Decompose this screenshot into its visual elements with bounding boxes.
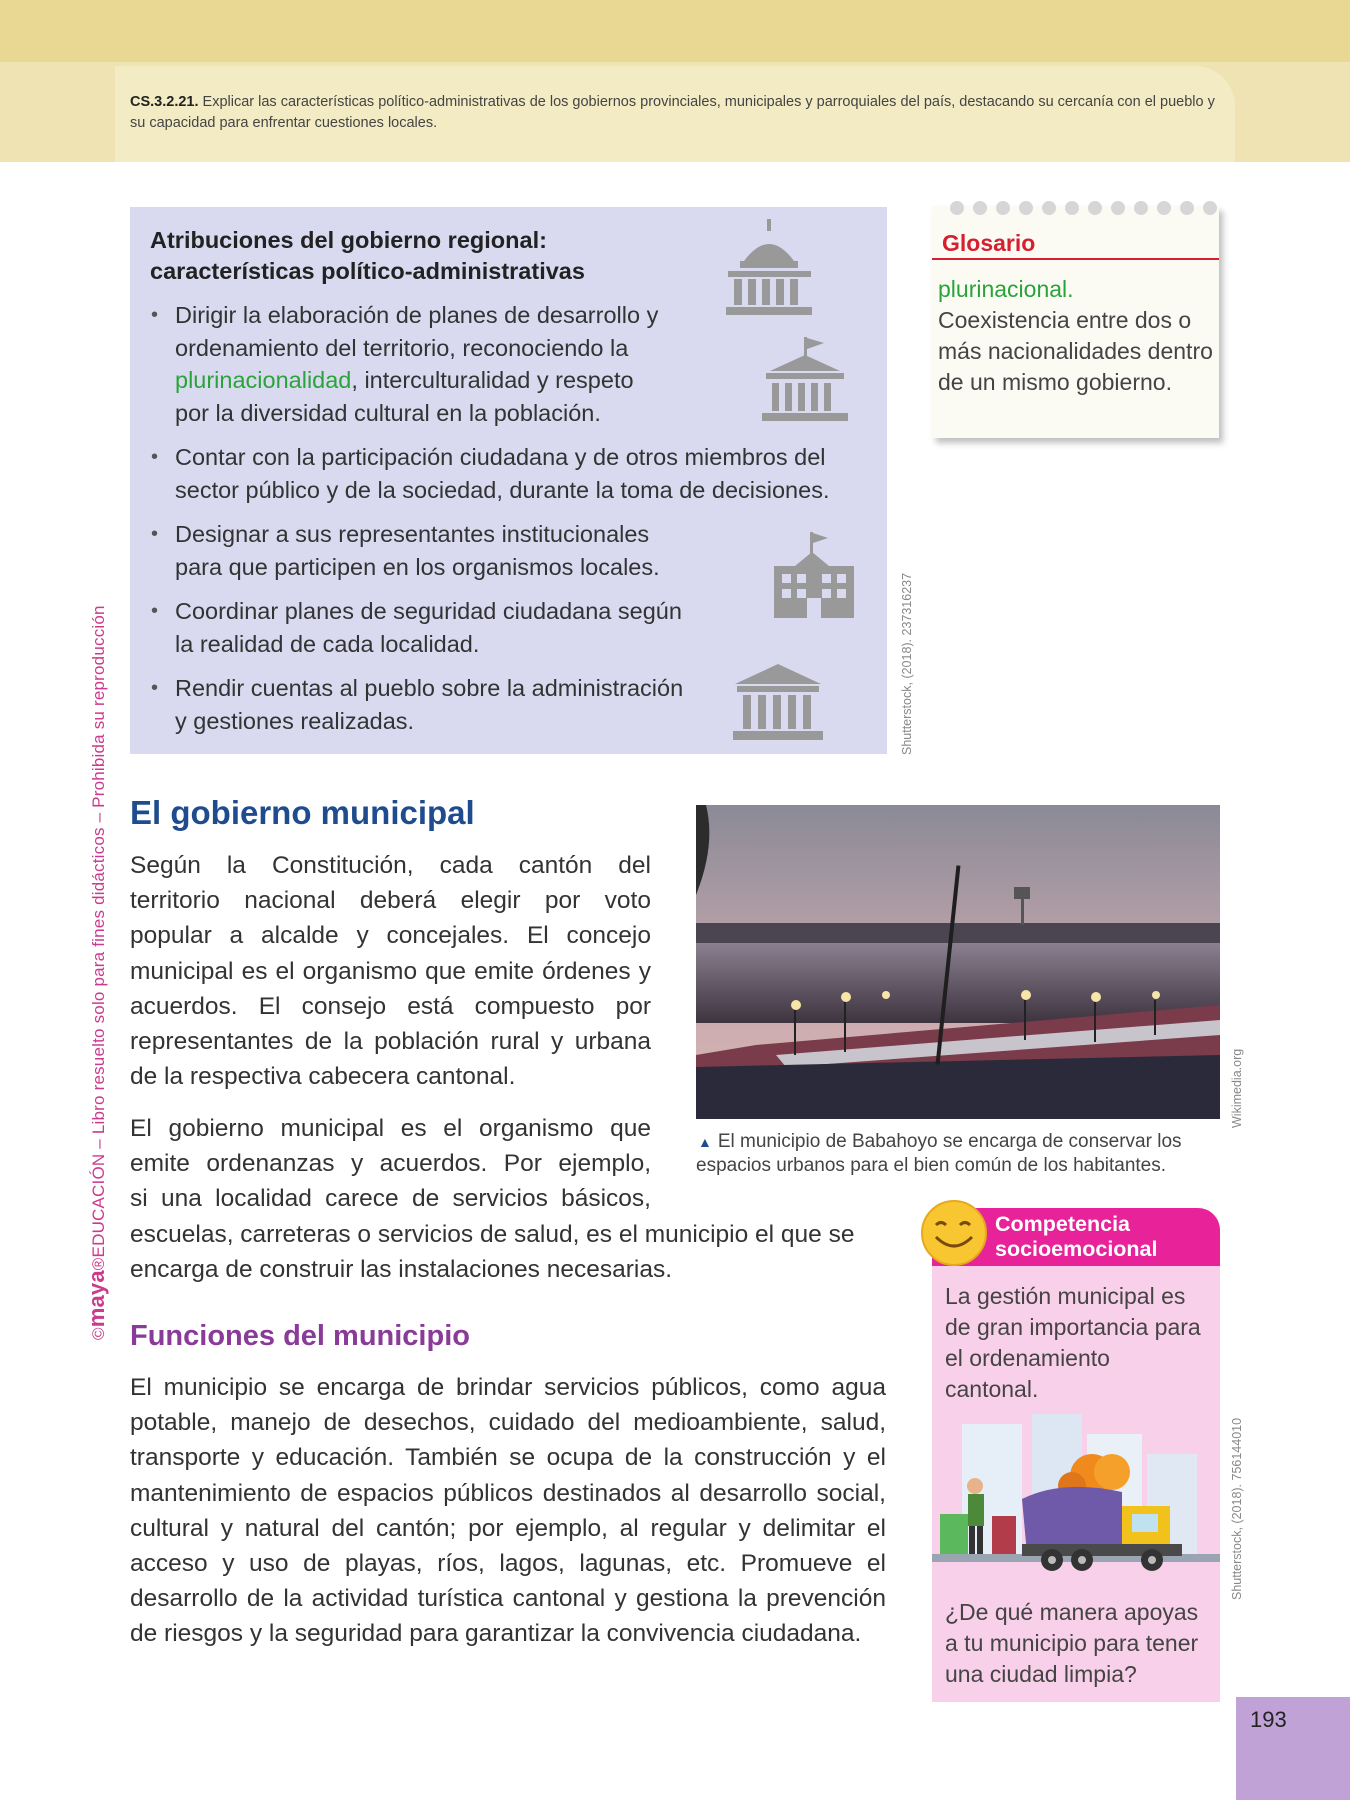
babahoyo-riverside-photo: [696, 805, 1220, 1119]
photo-credit: Wikimedia.org: [1230, 1048, 1244, 1128]
garbage-truck-illustration: [932, 1404, 1220, 1584]
glossary-title: Glosario: [942, 230, 1036, 256]
page-number: 193: [1250, 1707, 1287, 1732]
objective-code: CS.3.2.21.: [130, 94, 199, 110]
triangle-icon: ▲: [698, 1134, 712, 1150]
paragraph-line: si una localidad carece de servicios básicos,: [130, 1185, 651, 1213]
brand-logo: maya: [84, 1270, 109, 1328]
attributions-box: [130, 207, 887, 754]
competency-title-line: Competencia: [995, 1212, 1131, 1236]
side-copyright-credit: [84, 480, 110, 1340]
list-item-line: • Designar a sus representantes institucionales: [175, 521, 650, 547]
competency-title: [995, 1212, 1158, 1262]
list-item-line: sector público y de la sociedad, durante la toma de decisiones.: [175, 476, 830, 503]
city-hall-icon: [770, 532, 860, 624]
learning-objective: [115, 66, 1235, 162]
credit-text: EDUCACIÓN – Libro resuelto solo para fines didácticos – Prohibida su reproducción: [89, 605, 108, 1258]
list-item-line: para que participen en los organismos locales.: [175, 553, 660, 580]
paragraph-line: El gobierno municipal es el organismo que: [130, 1115, 651, 1142]
registered-symbol: ®: [89, 1257, 108, 1271]
functions-paragraph: El municipio se encarga de brindar servicios públicos, como agua potable, manejo de desechos, cuidado del medioambiente, salud, transporte y educación. También se ocupa de la construcción y el mantenimiento de espacios públicos destinados al desarrollo social, cultural y natural del cantón; por ejemplo, al regular y delimitar el acceso y uso de playas, ríos, lagos, lagunas, etc. Promueve el desarrollo de la actividad turística cantonal y gestiona la prevención de riesgos y la seguridad para garantizar la convivencia ciudadana.: [130, 1374, 886, 1648]
attributions-title: Atribuciones del gobierno regional: características político-administrativas: [150, 227, 585, 284]
glossary-term: plurinacional.: [938, 276, 1074, 302]
illustration-credit: Shutterstock, (2018). 756144010: [1230, 1417, 1244, 1600]
paragraph-line: escuelas, carreteras o servicios de salud, es el municipio el que se: [130, 1220, 855, 1248]
section-heading-functions: Funciones del municipio: [130, 1320, 470, 1352]
glossary-divider: [932, 258, 1219, 260]
glossary-entry: [938, 274, 1213, 398]
municipal-paragraph-1: Según la Constitución, cada cantón del territorio nacional deberá elegir por voto popular a alcalde y concejales. El concejo municipal es el organismo que emite órdenes y acuerdos. El consejo está compuesto por representantes de la población rural y urbana de la respectiva cabecera cantonal.: [130, 852, 651, 1091]
list-item-line: ordenamiento del territorio, reconociendo la: [175, 334, 629, 361]
list-item-line: la realidad de cada localidad.: [175, 630, 480, 657]
competency-title-line: socioemocional: [995, 1237, 1158, 1261]
capitol-building-icon: [722, 219, 817, 319]
competency-statement: La gestión municipal es de gran importancia para el ordenamiento cantonal.: [945, 1283, 1201, 1402]
smiley-face-icon: [920, 1199, 988, 1267]
list-item-line: • Contar con la participación ciudadana y de otros miembros del: [175, 444, 826, 470]
list-item-line: • Rendir cuentas al pueblo sobre la administración: [175, 675, 684, 701]
photo-caption: [696, 1130, 1226, 1178]
header-band-top: [0, 0, 1350, 62]
highlight-term: plurinacionalidad: [175, 367, 352, 393]
glossary-card: [932, 206, 1219, 438]
paragraph-line: emite ordenanzas y acuerdos. Por ejemplo,: [130, 1150, 651, 1178]
list-item: [150, 441, 880, 506]
notebook-rings: [932, 201, 1219, 215]
competency-question: ¿De qué manera apoyas a tu municipio para tener una ciudad limpia?: [945, 1599, 1199, 1687]
glossary-definition: Coexistencia entre dos o más nacionalidades dentro de un mismo gobierno.: [938, 307, 1213, 395]
list-item-line: • Dirigir la elaboración de planes de desarrollo y: [175, 302, 659, 328]
list-item-line: por la diversidad cultural en la población.: [175, 399, 601, 426]
list-item-tail: , interculturalidad y respeto: [351, 367, 634, 393]
government-building-flag-icon: [760, 337, 850, 427]
list-item-line: • Coordinar planes de seguridad ciudadana según: [175, 598, 682, 624]
classical-building-icon: [733, 662, 823, 744]
caption-text: El municipio de Babahoyo se encarga de conservar los espacios urbanos para el bien común de los habitantes.: [696, 1131, 1182, 1176]
objective-text: Explicar las características político-administrativas de los gobiernos provinciales, municipales y parroquiales del país, destacando su cercanía con el pueblo y su capacidad para enfrentar cuestiones locales.: [130, 94, 1215, 131]
section-heading-municipal: El gobierno municipal: [130, 794, 475, 831]
icons-photo-credit: Shutterstock, (2018). 237316237: [900, 572, 914, 755]
list-item-line: y gestiones realizadas.: [175, 707, 415, 734]
paragraph-line: encarga de construir las instalaciones necesarias.: [130, 1255, 673, 1283]
copyright-symbol: ©: [89, 1327, 108, 1340]
